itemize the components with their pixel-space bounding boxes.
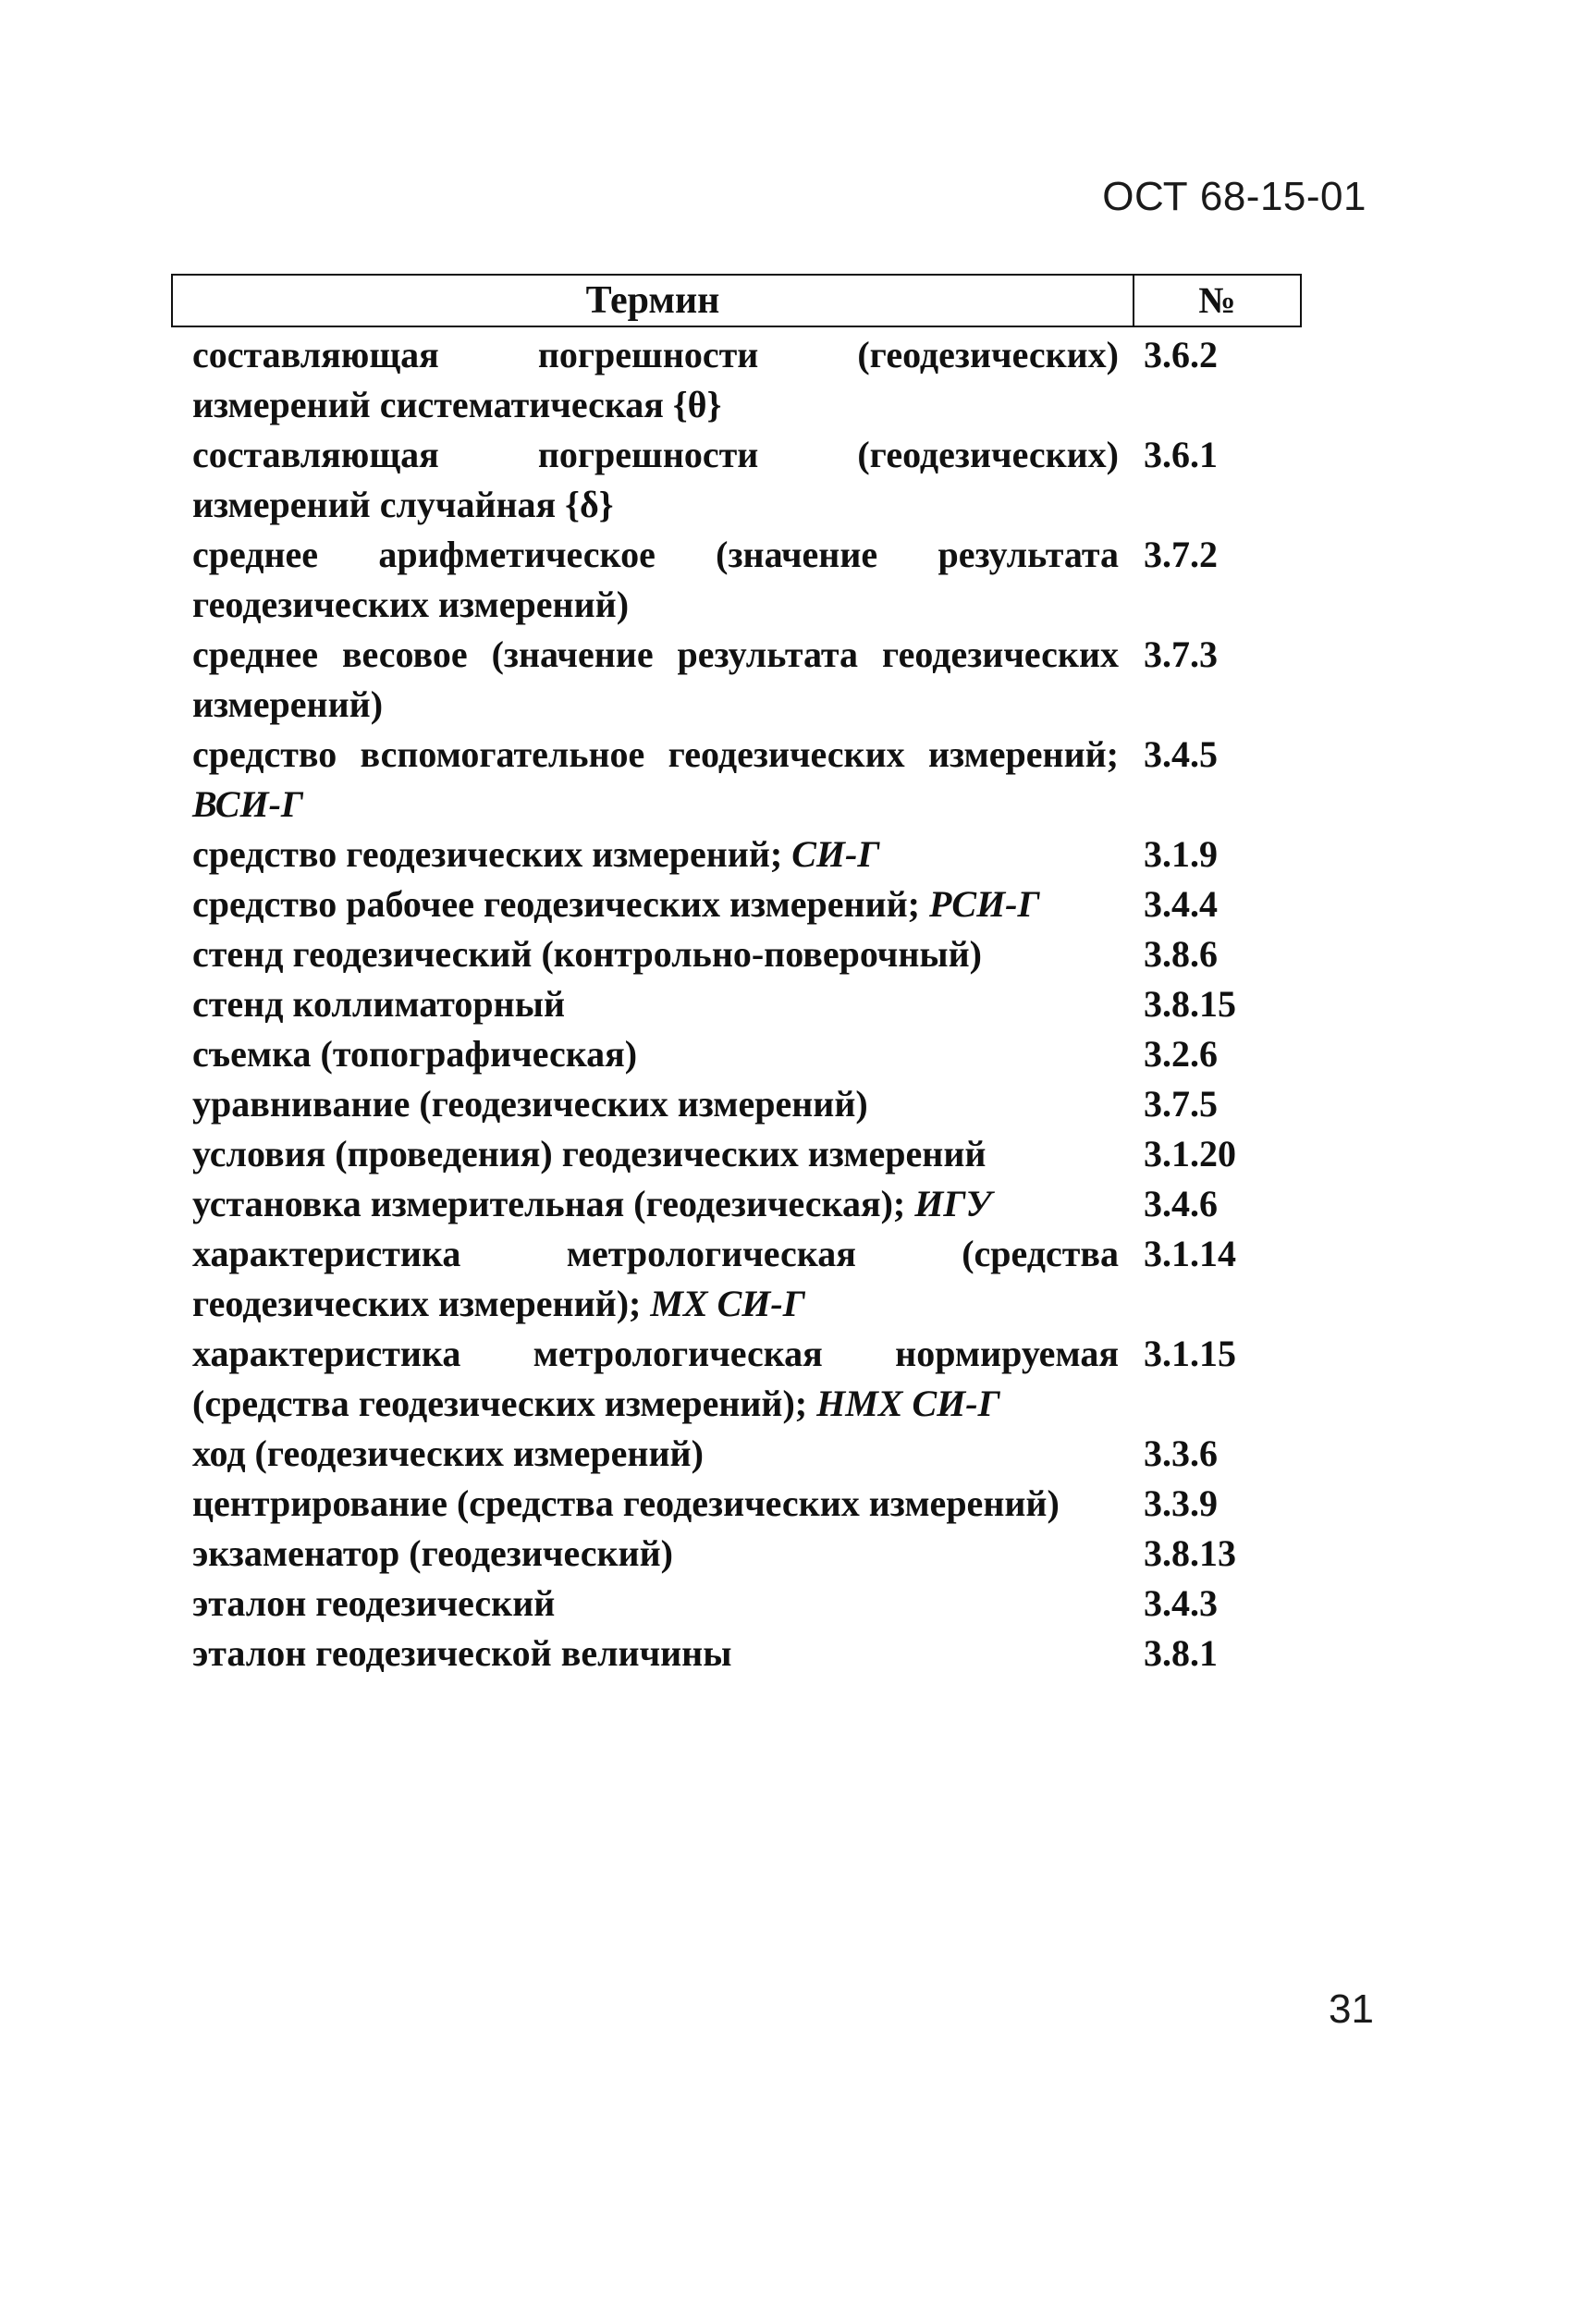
table-row xyxy=(171,1479,1302,1529)
term-cell xyxy=(171,730,1119,830)
term-text: характеристика метрологическая (средства геодезических измерений); xyxy=(192,1233,1119,1324)
term-cell xyxy=(171,330,1119,430)
table-body xyxy=(171,330,1302,1678)
column-header-number: № xyxy=(1198,279,1236,321)
table-row xyxy=(171,879,1302,929)
clause-number-cell: 3.3.6 xyxy=(1144,1433,1218,1474)
table-row xyxy=(171,530,1302,630)
term-text: характеристика метрологическая нормируемая (средства геодезических измерений); xyxy=(192,1333,1119,1424)
document-code: ОСТ 68-15-01 xyxy=(1102,174,1367,219)
term-cell xyxy=(171,430,1119,530)
term-cell xyxy=(171,1579,1119,1629)
table-row xyxy=(171,730,1302,830)
term-text: эталон геодезической величины xyxy=(192,1632,732,1674)
clause-number-cell: 3.2.6 xyxy=(1144,1033,1218,1075)
table-row xyxy=(171,929,1302,979)
term-text: центрирование (средства геодезических измерений) xyxy=(192,1482,1060,1524)
term-abbreviation: РСИ-Г xyxy=(928,883,1040,925)
term-cell xyxy=(171,1429,1119,1479)
term-text: эталон геодезический xyxy=(192,1582,556,1624)
term-text: съемка (топографическая) xyxy=(192,1033,638,1075)
term-text: среднее весовое (значение результата геодезических измерений) xyxy=(192,633,1119,725)
term-cell xyxy=(171,1229,1119,1329)
term-abbreviation: ВСИ-Г xyxy=(192,783,304,825)
term-cell xyxy=(171,1079,1119,1129)
clause-number-cell: 3.4.3 xyxy=(1144,1582,1218,1624)
term-cell xyxy=(171,830,1119,879)
term-text: стенд коллиматорный xyxy=(192,983,565,1025)
term-abbreviation: ИГУ xyxy=(914,1183,992,1224)
term-abbreviation: НМХ СИ-Г xyxy=(816,1383,1000,1424)
clause-number-cell: 3.1.14 xyxy=(1144,1233,1236,1274)
term-cell xyxy=(171,1179,1119,1229)
term-text: средство геодезических измерений; xyxy=(192,833,792,875)
clause-number-cell: 3.3.9 xyxy=(1144,1482,1218,1524)
clause-number-cell: 3.8.6 xyxy=(1144,933,1218,975)
table-row xyxy=(171,1429,1302,1479)
term-text: уравнивание (геодезических измерений) xyxy=(192,1083,868,1125)
term-cell xyxy=(171,879,1119,929)
clause-number-cell: 3.4.4 xyxy=(1144,883,1218,925)
clause-number-cell: 3.4.5 xyxy=(1144,733,1218,775)
table-row xyxy=(171,330,1302,430)
table-row xyxy=(171,630,1302,730)
clause-number-cell: 3.6.2 xyxy=(1144,334,1218,375)
clause-number-cell: 3.7.5 xyxy=(1144,1083,1218,1125)
table-row xyxy=(171,1229,1302,1329)
table-row xyxy=(171,1329,1302,1429)
table-row xyxy=(171,1179,1302,1229)
table-row xyxy=(171,1029,1302,1079)
table-row xyxy=(171,830,1302,879)
clause-number-cell: 3.1.15 xyxy=(1144,1333,1236,1374)
term-text: составляющая погрешности (геодезических) измерений систематическая {θ} xyxy=(192,334,1119,425)
term-text: стенд геодезический (контрольно-поверочный) xyxy=(192,933,983,975)
term-cell xyxy=(171,530,1119,630)
term-cell xyxy=(171,1029,1119,1079)
column-header-term: Термин xyxy=(173,276,1134,326)
term-text: средство рабочее геодезических измерений; xyxy=(192,883,929,925)
term-text: установка измерительная (геодезическая); xyxy=(192,1183,915,1224)
clause-number-cell: 3.8.15 xyxy=(1144,983,1236,1025)
term-cell xyxy=(171,1629,1119,1678)
clause-number-cell: 3.7.2 xyxy=(1144,534,1218,575)
clause-number-cell: 3.8.1 xyxy=(1144,1632,1218,1674)
table-row xyxy=(171,1129,1302,1179)
term-cell xyxy=(171,1479,1119,1529)
table-row xyxy=(171,1579,1302,1629)
terms-index-table xyxy=(171,274,1302,1678)
term-abbreviation: МХ СИ-Г xyxy=(650,1283,805,1324)
clause-number-cell: 3.1.9 xyxy=(1144,833,1218,875)
term-cell xyxy=(171,630,1119,730)
term-text: средство вспомогательное геодезических измерений; xyxy=(192,733,1119,775)
table-row xyxy=(171,1079,1302,1129)
table-row xyxy=(171,1629,1302,1678)
term-cell xyxy=(171,929,1119,979)
clause-number-cell: 3.8.13 xyxy=(1144,1532,1236,1574)
term-text: составляющая погрешности (геодезических) измерений случайная {δ} xyxy=(192,434,1119,525)
table-row xyxy=(171,1529,1302,1579)
term-cell xyxy=(171,1329,1119,1429)
term-cell xyxy=(171,1129,1119,1179)
table-row xyxy=(171,430,1302,530)
term-text: условия (проведения) геодезических измерений xyxy=(192,1133,987,1174)
clause-number-cell: 3.6.1 xyxy=(1144,434,1218,475)
table-header xyxy=(171,274,1302,327)
clause-number-cell: 3.1.20 xyxy=(1144,1133,1236,1174)
clause-number-cell: 3.4.6 xyxy=(1144,1183,1218,1224)
term-text: экзаменатор (геодезический) xyxy=(192,1532,673,1574)
term-cell xyxy=(171,1529,1119,1579)
clause-number-cell: 3.7.3 xyxy=(1144,633,1218,675)
term-text: среднее арифметическое (значение результата геодезических измерений) xyxy=(192,534,1119,625)
page-number: 31 xyxy=(1329,1986,1374,2032)
table-row xyxy=(171,979,1302,1029)
term-cell xyxy=(171,979,1119,1029)
term-abbreviation: СИ-Г xyxy=(791,833,880,875)
term-text: ход (геодезических измерений) xyxy=(192,1433,704,1474)
